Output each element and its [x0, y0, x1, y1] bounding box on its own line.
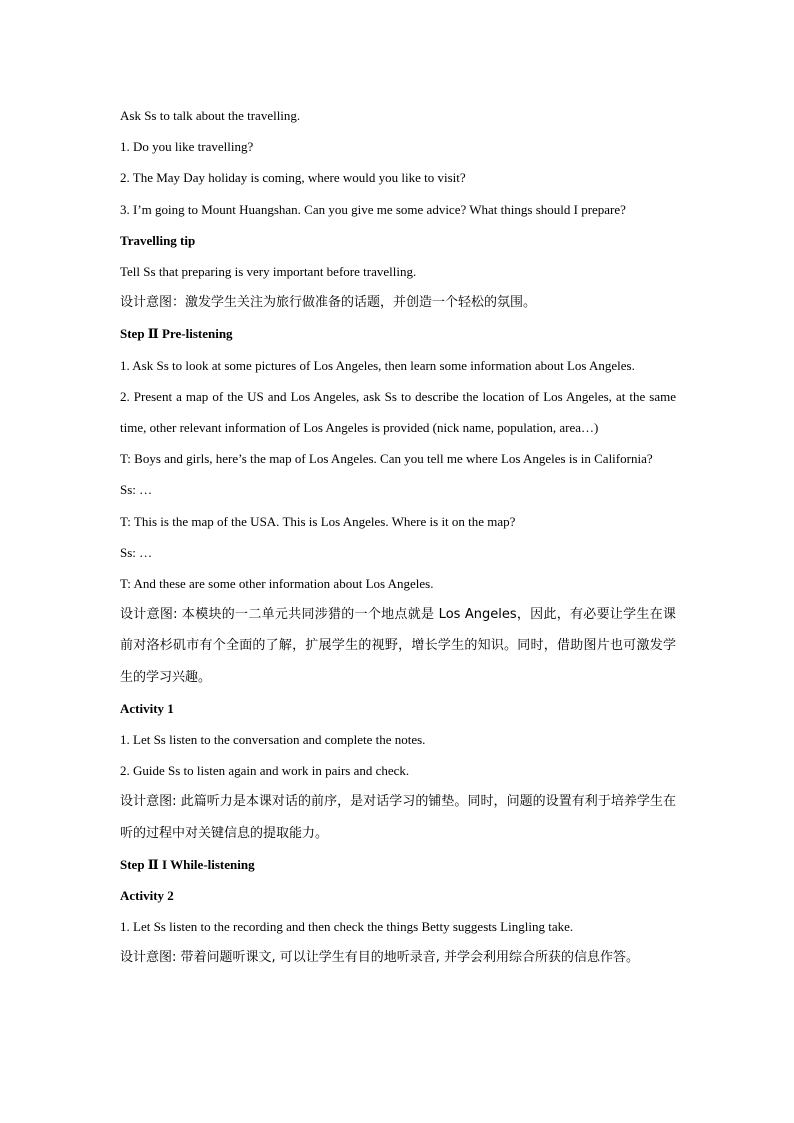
dialogue-line: T: Boys and girls, here’s the map of Los Angeles. Can you tell me where Los Angeles is in California?	[120, 451, 653, 467]
design-intent-note: 设计意图: 带着问题听课文, 可以让学生有目的地听录音, 并学会利用综合所获的信息作答。	[120, 950, 640, 966]
design-intent-note: 设计意图: 本模块的一二单元共同涉猎的一个地点就是 Los Angeles，因此，有必要让学生在课前对洛杉矶市有个全面的了解，扩展学生的视野，增长学生的知识。同时，借助图片也可激发学生的学习兴趣。	[120, 607, 676, 685]
instruction-item: 1. Let Ss listen to the recording and then check the things Betty suggests Lingling take.	[120, 919, 574, 935]
section-heading: Travelling tip	[120, 232, 196, 248]
design-intent-note: 设计意图：激发学生关注为旅行做准备的话题，并创造一个轻松的氛围。	[120, 295, 537, 311]
dialogue-line: T: This is the map of the USA. This is Los Angeles. Where is it on the map?	[120, 513, 516, 529]
instruction-item: 2. Present a map of the US and Los Angeles, ask Ss to describe the location of Los Angeles, at the same time, other relevant information of Los Angeles is provided (nick name, population, area…)	[120, 388, 676, 436]
question-item: 2. The May Day holiday is coming, where would you like to visit?	[120, 170, 466, 186]
section-heading: Step Ⅱ Pre-listening	[120, 326, 233, 342]
dialogue-line: Ss: …	[120, 544, 153, 560]
design-intent-note: 设计意图: 此篇听力是本课对话的前序，是对话学习的铺垫。同时，问题的设置有利于培养学生在听的过程中对关键信息的提取能力。	[120, 794, 676, 841]
dialogue-line: Ss: …	[120, 482, 153, 498]
instruction-text: Ask Ss to talk about the travelling.	[120, 108, 301, 123]
dialogue-line: T: And these are some other information about Los Angeles.	[120, 576, 434, 592]
instruction-item: 1. Let Ss listen to the conversation and complete the notes.	[120, 732, 426, 748]
question-item: 3. I’m going to Mount Huangshan. Can you give me some advice? What things should I prepare?	[120, 201, 626, 217]
instruction-item: 2. Guide Ss to listen again and work in pairs and check.	[120, 763, 410, 779]
question-item: 1. Do you like travelling?	[120, 139, 254, 155]
instruction-text: Tell Ss that preparing is very important before travelling.	[120, 264, 417, 280]
section-heading: Step Ⅱ I While-listening	[120, 856, 255, 872]
section-heading: Activity 1	[120, 700, 174, 716]
instruction-item: 1. Ask Ss to look at some pictures of Los Angeles, then learn some information about Los Angeles.	[120, 357, 635, 373]
section-heading: Activity 2	[120, 888, 174, 904]
document-body	[120, 100, 676, 974]
